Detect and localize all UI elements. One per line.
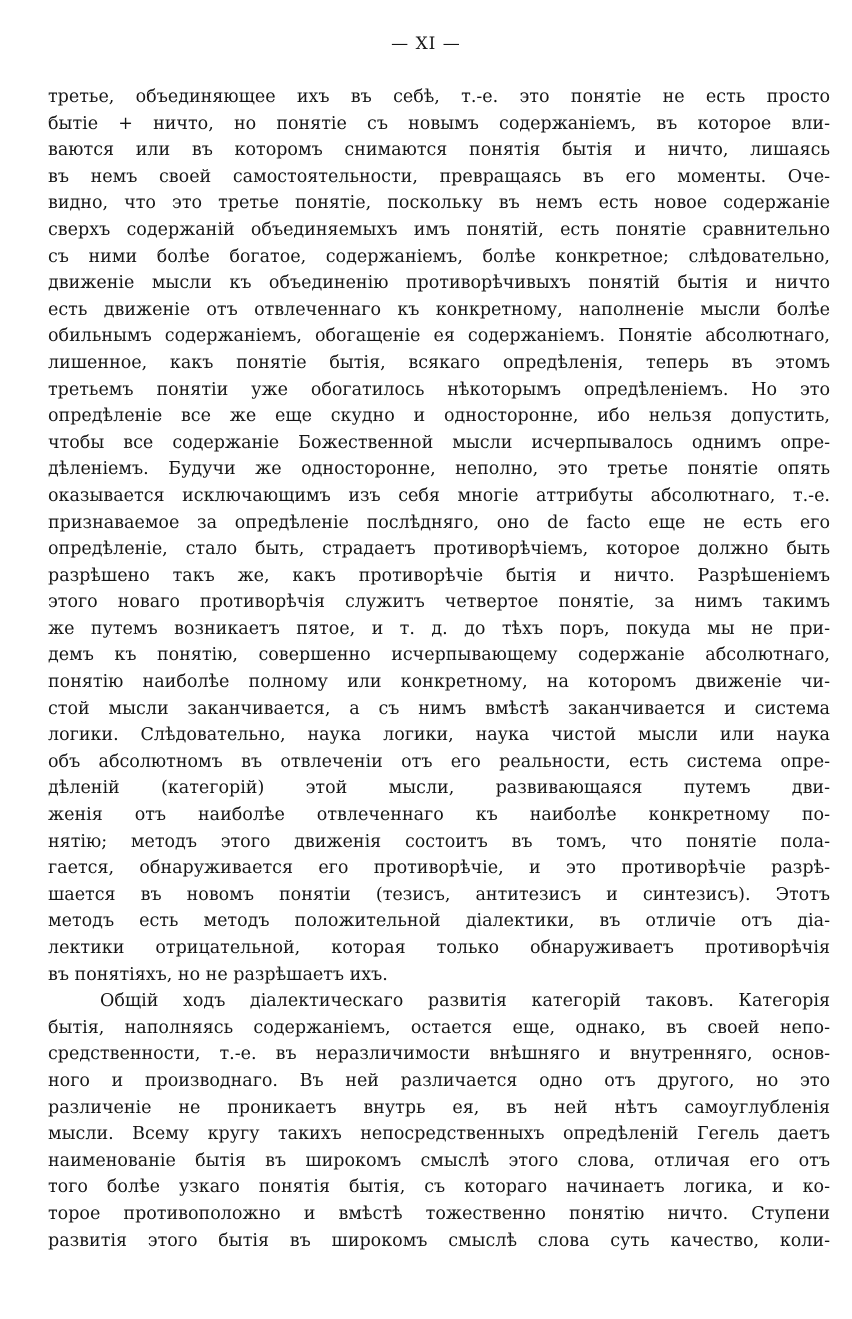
text-line: опредѣленіе все же еще скудно и односторонне, ибо нельзя допустить, <box>48 406 830 427</box>
text-line: торое противоположно и вмѣстѣ тожественно понятію ничто. Ступени <box>48 1203 830 1224</box>
text-line: развитія этого бытія въ широкомъ смыслѣ слова суть качество, коли- <box>48 1230 830 1251</box>
text-line: нятію; методъ этого движенія состоитъ въ томъ, что понятіе пола- <box>48 831 830 852</box>
text-line: шается въ новомъ понятіи (тезисъ, антитезисъ и синтезисъ). Этотъ <box>48 884 830 905</box>
text-line: дѣленій (категорій) этой мысли, развивающаяся путемъ дви- <box>48 778 830 799</box>
text-line: же путемъ возникаетъ пятое, и т. д. до тѣхъ поръ, покуда мы не при- <box>48 618 830 639</box>
text-line: оказывается исключающимъ изъ себя многіе аттрибуты абсолютнаго, т.-е. <box>48 485 830 506</box>
text-line: этого новаго противорѣчія служитъ четвертое понятіе, за нимъ такимъ <box>48 592 830 613</box>
text-line: того болѣе узкаго понятія бытія, съ котораго начинаетъ логика, и ко- <box>48 1177 830 1198</box>
text-line: лишенное, какъ понятіе бытія, всякаго опредѣленія, теперь въ этомъ <box>48 352 830 373</box>
text-line: демъ къ понятію, совершенно исчерпывающему содержаніе абсолютнаго, <box>48 645 830 666</box>
text-line: понятію наиболѣе полному или конкретному, на которомъ движеніе чи- <box>48 672 830 693</box>
text-line: лектики отрицательной, которая только обнаруживаетъ противорѣчія <box>48 938 830 958</box>
text-line: женія отъ наиболѣе отвлеченнаго къ наиболѣе конкретному по- <box>48 805 830 826</box>
text-line: бытіе + ничто, но понятіе съ новымъ содержаніемъ, въ которое вли- <box>48 113 830 134</box>
text-line: движеніе мысли къ объединенію противорѣчивыхъ понятій бытія и ничто <box>48 273 830 294</box>
text-line: различеніе не проникаетъ внутрь ея, въ ней нѣтъ самоуглубленія <box>48 1097 830 1118</box>
page-number-header: — XI — <box>391 34 461 54</box>
text-line: въ немъ своей самостоятельности, превращаясь въ его моменты. Оче- <box>48 166 830 187</box>
page-body-text <box>48 84 830 1254</box>
text-line: въ понятіяхъ, но не разрѣшаетъ ихъ. <box>48 964 388 985</box>
text-line: стой мысли заканчивается, а съ нимъ вмѣстѣ заканчивается и система <box>48 698 830 719</box>
text-line: мысли. Всему кругу такихъ непосредственныхъ опредѣленій Гегель даетъ <box>48 1124 830 1145</box>
text-line: чтобы все содержаніе Божественной мысли исчерпывалось однимъ опре- <box>48 432 830 453</box>
text-line: средственности, т.-е. въ неразличимости внѣшняго и внутренняго, основ- <box>48 1044 830 1065</box>
text-line: методъ есть методъ положительной діалектики, въ отличіе отъ діа- <box>48 911 830 932</box>
text-line: видно, что это третье понятіе, поскольку въ немъ есть новое содержаніе <box>48 193 830 214</box>
text-line: третье, объединяющее ихъ въ себѣ, т.-е. это понятіе не есть просто <box>48 87 830 107</box>
text-line: объ абсолютномъ въ отвлеченіи отъ его реальности, есть система опре- <box>48 751 830 772</box>
text-line: ваются или въ которомъ снимаются понятія бытія и ничто, лишаясь <box>48 140 830 161</box>
text-line: опредѣленіе, стало быть, страдаетъ противорѣчіемъ, которое должно быть <box>48 539 830 560</box>
text-line: есть движеніе отъ отвлеченнаго къ конкретному, наполненіе мысли болѣе <box>48 299 830 320</box>
text-line: разрѣшено такъ же, какъ противорѣчіе бытія и ничто. Разрѣшеніемъ <box>48 565 830 586</box>
paragraph <box>48 988 830 1254</box>
text-line: наименованіе бытія въ широкомъ смыслѣ этого слова, отличая его отъ <box>48 1150 830 1171</box>
text-line: сверхъ содержаній объединяемыхъ имъ понятій, есть понятіе сравнительно <box>48 219 830 240</box>
paragraph <box>48 84 830 988</box>
text-line: ного и производнаго. Въ ней различается одно отъ другого, но это <box>48 1070 830 1091</box>
text-line: обильнымъ содержаніемъ, обогащеніе ея содержаніемъ. Понятіе абсолютнаго, <box>48 326 830 347</box>
text-line: съ ними болѣе богатое, содержаніемъ, болѣе конкретное; слѣдовательно, <box>48 246 830 267</box>
text-line: третьемъ понятіи уже обогатилось нѣкоторымъ опредѣленіемъ. Но это <box>48 379 830 400</box>
text-line: гается, обнаруживается его противорѣчіе, и это противорѣчіе разрѣ- <box>48 858 830 879</box>
text-line: бытія, наполняясь содержаніемъ, остается еще, однако, въ своей непо- <box>48 1017 830 1038</box>
text-line: Общій ходъ діалектическаго развитія категорій таковъ. Категорія <box>100 991 830 1012</box>
text-line: логики. Слѣдовательно, наука логики, наука чистой мысли или наука <box>48 725 830 746</box>
text-line: дѣленіемъ. Будучи же односторонне, неполно, это третье понятіе опять <box>48 459 830 480</box>
text-line: признаваемое за опредѣленіе послѣдняго, оно de facto еще не есть его <box>48 512 830 533</box>
